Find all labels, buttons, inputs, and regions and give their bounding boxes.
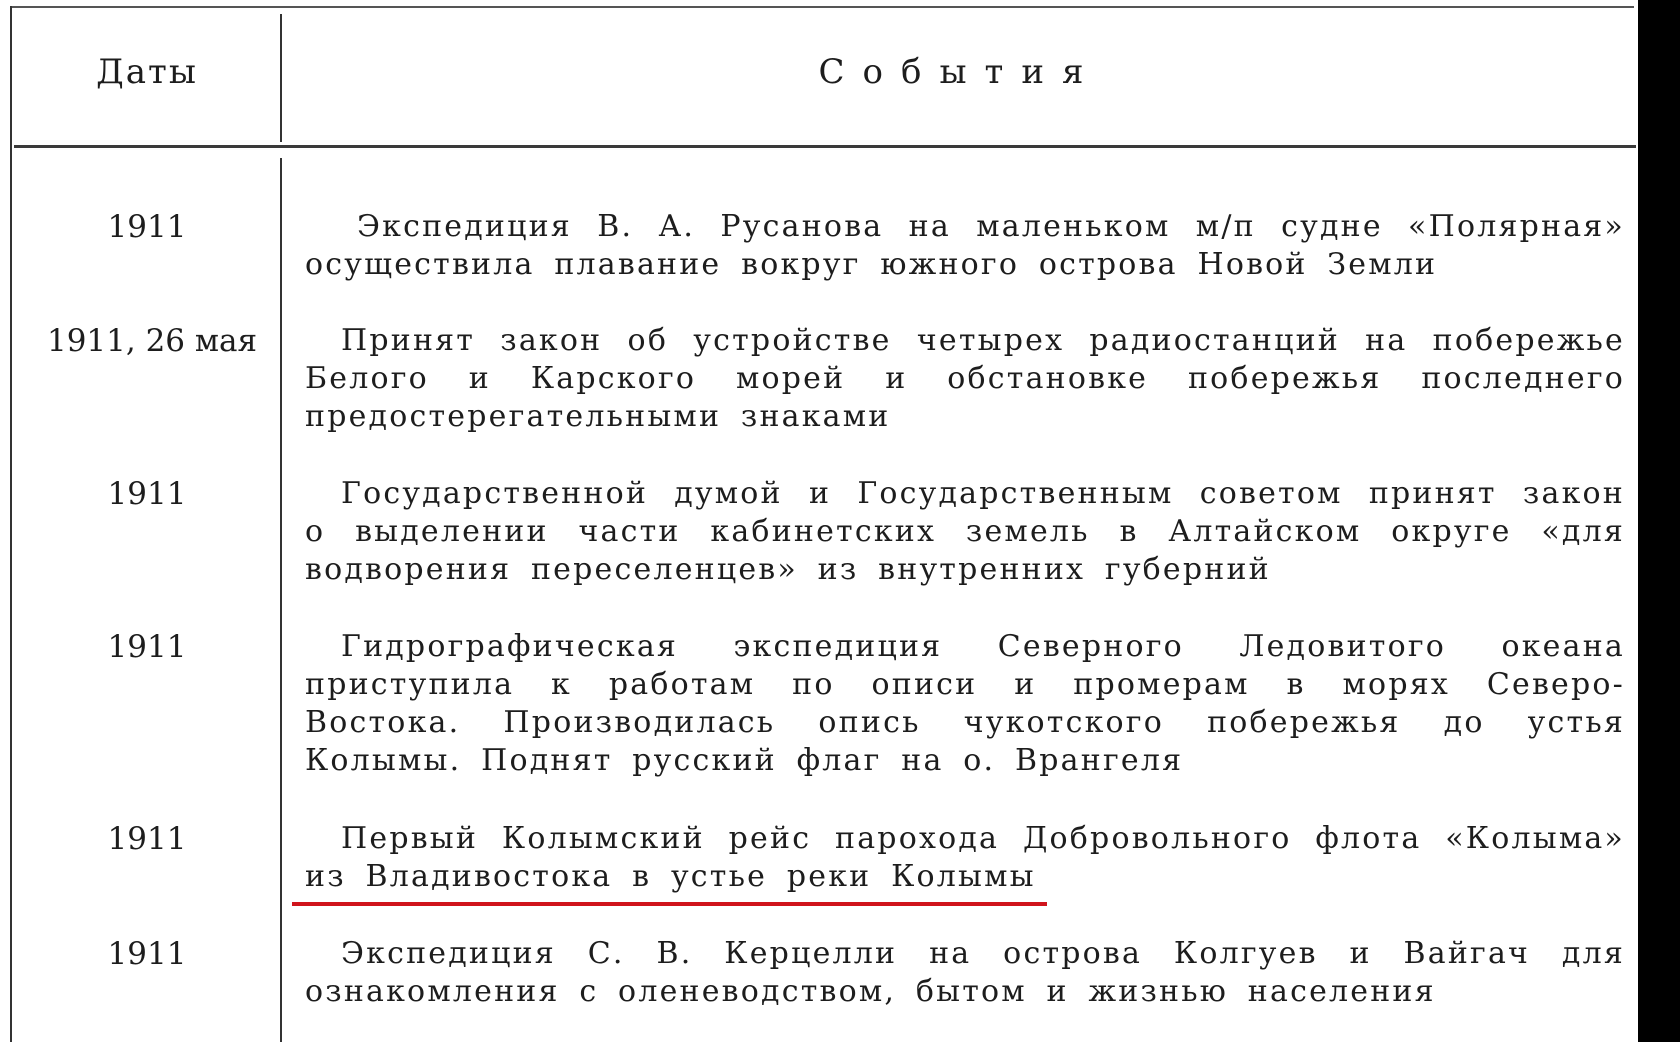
column-header-dates: Даты: [96, 52, 198, 92]
left-border: [10, 6, 12, 1042]
row-3-event: Государственной думой и Государственным советом принят закон о выделении части кабинетских земель в Алтайском округе «для водворения переселенцев» из внутренних губерний: [305, 476, 1625, 587]
row-3-date: 1911: [107, 476, 187, 512]
row-2-event: Принят закон об устройстве четырех радиостанций на побережье Белого и Карского морей и обстановке побережья последнего предостерегательными знаками: [305, 323, 1625, 434]
row-6-event: Экспедиция С. В. Керцелли на острова Колгуев и Вайгач для ознакомления с оленеводством, бытом и жизнью населения: [305, 936, 1625, 1009]
row-4-date: 1911: [107, 629, 187, 665]
column-header-events: События: [818, 52, 1102, 92]
right-black-margin: [1638, 0, 1680, 1042]
row-5-event: Первый Колымский рейс парохода Добровольного флота «Колыма» из Владивостока в устье реки Колымы: [305, 821, 1625, 894]
red-highlight-underline: [292, 902, 1047, 906]
row-6-date: 1911: [107, 936, 187, 972]
header-rule: [14, 145, 1636, 148]
row-4-event: Гидрографическая экспедиция Северного Ледовитого океана приступила к работам по описи и промерам в морях Северо-Востока. Производилась опись чукотского побережья до устья Колымы. Поднят русский флаг на о. Врангеля: [305, 629, 1625, 778]
row-2-date: 1911, 26 мая: [46, 323, 258, 359]
row-1-date: 1911: [107, 209, 187, 245]
body-column-divider: [280, 158, 282, 1042]
row-1-event: Экспедиция В. А. Русанова на маленьком м/п судне «Полярная» осуществила плавание вокруг южного острова Новой Земли: [305, 209, 1625, 282]
row-5-date: 1911: [107, 821, 187, 857]
top-rule: [12, 6, 1634, 8]
